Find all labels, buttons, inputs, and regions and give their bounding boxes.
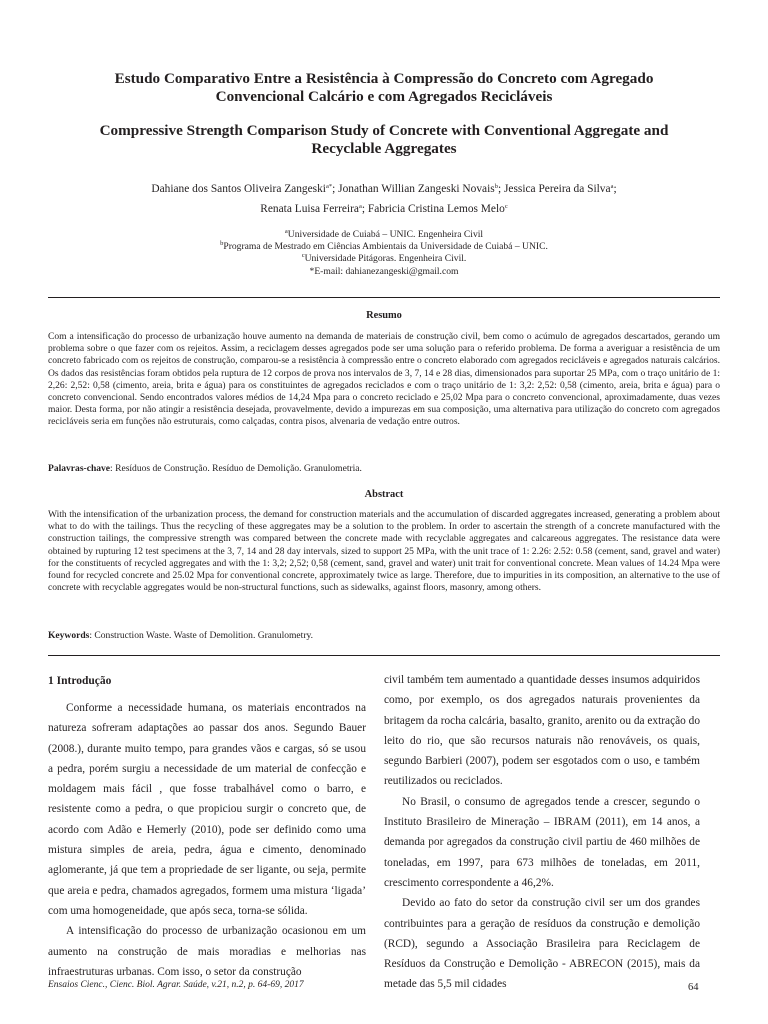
title-en-line-2: Recyclable Aggregates (311, 140, 457, 157)
affiliation-c: $^c$Universidade Pitágoras. Engenheira Civil. (301, 252, 467, 265)
author-name: ; Jessica Pereira da Silva (497, 183, 611, 195)
resumo-text: Com a intensificação do processo de urbanização houve aumento na demanda de materiais de construção civil, bem como o acúmulo de agregados descartados, gerando um problema sobre o que fazer com os rejeitos. Assim, a reciclagem desses agregados pode ser uma solução para o referido problema. De forma a averiguar a resistência de um concreto fabricado com os rejeitos de construção, comparou-se a resistência à compressão entre o concreto elaborado com agregados recicláveis e agregados naturais calcários. Os dados das resistências foram obtidos pela ruptura de 12 corpos de prova nos intervalos de 3, 7, 14 e 28 dias, dimensionados para suportar 25 MPa, com o traço unitário de 1: 2,26: 2,52: 0,58 (cimento, areia, brita e água) para os constituintes de agregados reciclados e com o traço unitário de 1: 3,2: 2,52: 0,58 (cimento, areia, brita e água) para o concreto convencional. Sendo encontrados valores médios de 14,24 Mpa para o concreto reciclado e 25,02 Mpa para o concreto convencional, aproximadamente, duas vezes maior. Desta forma, por não atingir a resistência desejada, provavelmente, devido a impurezas em sua composição, uma alternativa para utilização do concreto com agregados recicláveis seria em funções não estruturais, como calçadas, contra pisos, alvenaria de vedação entre outros. (48, 331, 720, 428)
author-list (48, 179, 720, 219)
affiliations (48, 229, 720, 278)
body-paragraph: A intensificação do processo de urbanização ocasionou em um aumento na construção de mais moradias e melhorias nas infraestruturas urbanas. Com isso, o setor da construção (48, 925, 366, 978)
abstract-text: With the intensification of the urbanization process, the demand for construction materials and the accumulation of discarded aggregates increased, generating a problem about what to do with the tailings. Thus the recycling of these aggregates may be a solution to the problem. In order to ascertain the strength of a concrete manufactured with the construction tailings, the compressive strength was compared between the concrete made with recyclable aggregates and calcareous aggregates. The resistance data were obtained by rupturing 12 test specimens at the 3, 7, 14 and 28 day intervals, sized to support 25 MPa, with the unit trace of 1: 2.26: 2.52: 0.58 (cement, sand, gravel and water) for the constituents of recycled aggregates and with the 1: 3,2; 2,52; 0,58 (cement, sand, gravel and water) unit trait for conventional concrete. Mean values of 14.24 Mpa were found for recycled concrete and 25.02 Mpa for conventional concrete, approximately twice as large. Therefore, due to impurities in its composition, an alternative to the use of concrete with recyclable aggregates would be non-structural functions, such as sidewalks, against floors, masonry, among others. (48, 509, 720, 594)
body-paragraph: No Brasil, o consumo de agregados tende a crescer, segundo o Instituto Brasileiro de Mineração – IBRAM (2011), em 14 anos, a demanda por agregados da construção civil partiu de 460 milhões de toneladas, em 1997, para 673 milhões de toneladas, em 2011, crescimento correspondente a 46,2%. (384, 795, 700, 889)
affiliation-a: $^a$Universidade de Cuiabá – UNIC. Engenheira Civil (284, 228, 484, 240)
title-pt-line-1: Estudo Comparativo Entre a Resistência à Compressão do Concreto com Agregado (114, 70, 654, 87)
body-paragraph: Devido ao fato do setor da construção civil ser um dos grandes contribuintes para a geração de resíduos da construção e demolição (RCD), segundo a Associação Brasileira para Reciclagem de Resíduos da Construção e Demolição - ABRECON (2015), mais da metade das 5,5 mil cidades (384, 897, 700, 991)
author-affiliation-mark: c (504, 203, 508, 210)
author-name: ; Jonathan Willian Zangeski Novais (332, 183, 495, 195)
author-line-2 (48, 199, 720, 219)
resumo-heading: Resumo (366, 310, 402, 321)
author-name: Dahiane dos Santos Oliveira Zangeski (151, 183, 326, 195)
keywords-label: Palavras-chave (48, 463, 111, 474)
keywords-label: Keywords (48, 630, 90, 641)
body-column-left (48, 673, 366, 982)
resumo-keywords (48, 463, 720, 475)
author-separator: ; (613, 183, 617, 195)
title-portuguese (48, 70, 720, 106)
title-pt-line-2: Convencional Calcário e com Agregados Recicláveis (215, 88, 553, 105)
keywords-values: : Resíduos de Construção. Resíduo de Demolição. Granulometria. (110, 463, 362, 474)
corresponding-email: *E-mail: dahianezangeski@gmail.com (309, 265, 459, 277)
keywords-values: : Construction Waste. Waste of Demolition. Granulometry. (89, 630, 314, 641)
author-affiliation-mark: a (358, 203, 362, 210)
journal-citation: Ensaios Cienc., Cienc. Biol. Agrar. Saúde, v.21, n.2, p. 64-69, 2017 (48, 980, 304, 990)
author-affiliation-mark: a* (325, 183, 333, 190)
author-affiliation-mark: a (610, 183, 614, 190)
abstract-heading: Abstract (364, 489, 404, 500)
divider-bottom (48, 655, 720, 656)
section-heading: 1 Introdução (48, 675, 112, 687)
author-affiliation-mark: b (494, 183, 498, 190)
affiliation-b: $^b$Programa de Mestrado em Ciências Ambientais da Universidade de Cuiabá – UNIC. (220, 240, 548, 253)
divider-top (48, 297, 720, 298)
abstract-keywords (48, 630, 720, 642)
title-english (48, 122, 720, 158)
body-column-right (384, 670, 700, 995)
author-name: ; Fabricia Cristina Lemos Melo (361, 203, 505, 215)
body-paragraph: Conforme a necessidade humana, os materiais encontrados na natureza sofreram adaptações ao passar dos anos. Segundo Bauer (2008.), durante muito tempo, para grandes vãos e cargas, só se usou a pedra, porém surgiu a necessidade de um material de confecção e moldagem mais fácil , que fosse trabalhável como o barro, e resistente como a pedra, o que propiciou surgir o concreto que, de acordo com Adão e Hemerly (2010), pode ser definido como uma mistura simples de areia, pedra, água e cimento, denominado aglomerante, já que tem a propriedade de ser ligante, ou seja, permite que areia e pedra, chamados agregados, formem uma mistura ‘ligada’ com uma homogeneidade, que após seca, torna-se sólida. (48, 702, 366, 917)
page-number: 64 (688, 982, 699, 993)
author-line-1 (48, 179, 720, 199)
body-paragraph: civil também tem aumentado a quantidade desses insumos adquiridos como, por exemplo, os dos agregados naturais provenientes da britagem da rocha calcária, basalto, granito, arenito ou da extração do leito do rio, que são recursos naturais não renováveis, os quais, segundo Barbieri (2007), podem ser esgotados com o uso, e também reutilizados ou reciclados. (384, 674, 700, 788)
title-en-line-1: Compressive Strength Comparison Study of Concrete with Conventional Aggregate and (99, 122, 669, 139)
author-name: Renata Luisa Ferreira (260, 203, 359, 215)
